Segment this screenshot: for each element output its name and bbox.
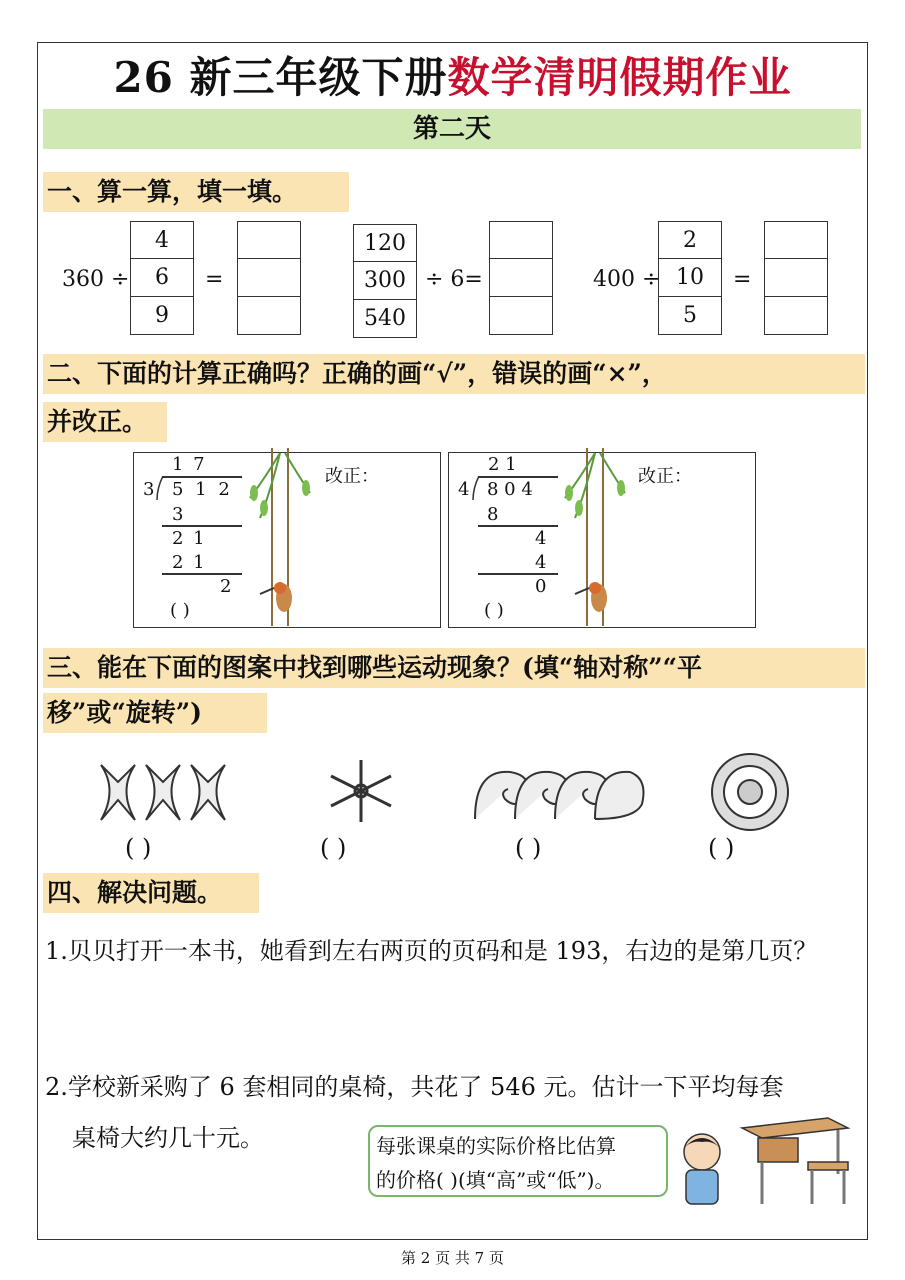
- answer-box[interactable]: [237, 259, 301, 297]
- left-step3: 2 1: [172, 552, 207, 573]
- q1-g3-prefix: 400 ÷: [593, 267, 661, 292]
- left-dividend: 5 1 2: [172, 479, 233, 500]
- wave-pattern-icon: [470, 764, 648, 826]
- problem-2-line1: 2.学校新采购了 6 套相同的桌椅，共花了 546 元。估计一下平均每套: [45, 1073, 784, 1101]
- answer-box[interactable]: [764, 259, 828, 297]
- desk-chair-illustration-icon: [738, 1114, 858, 1208]
- q1-g2-value: 540: [353, 300, 417, 338]
- page-title: [0, 45, 905, 105]
- left-divisor: 3: [143, 479, 155, 500]
- answer-box[interactable]: [237, 297, 301, 335]
- section-1-heading: 一、算一算，填一填。: [43, 172, 349, 212]
- right-bracket: [471, 476, 483, 500]
- answer-box[interactable]: [489, 221, 553, 259]
- left-correct-label: 改正：: [325, 466, 379, 487]
- answer-box[interactable]: [237, 221, 301, 259]
- answer-box[interactable]: [489, 297, 553, 335]
- right-paren[interactable]: ( ): [484, 600, 504, 621]
- q1-g1-equals: =: [205, 267, 224, 292]
- right-line2: [478, 573, 558, 575]
- q1-g2-dividends: [353, 224, 417, 338]
- q1-g3-value: 10: [658, 259, 722, 297]
- answer-paren[interactable]: ( ): [125, 834, 152, 862]
- right-step3: 4: [535, 552, 547, 573]
- q1-g1-value: 6: [130, 259, 194, 297]
- title-black: 26 新三年级下册: [113, 53, 448, 102]
- q1-g2-value: 300: [353, 262, 417, 300]
- page-footer: 第 2 页 共 7 页: [401, 1249, 504, 1267]
- left-paren[interactable]: ( ): [170, 600, 190, 621]
- q1-g2-answers[interactable]: [489, 221, 553, 335]
- left-remainder: 2: [220, 576, 232, 597]
- section-2-heading-line2: 并改正。: [43, 402, 167, 442]
- section-3-heading-line1: 三、能在下面的图案中找到哪些运动现象？(填“轴对称”“平: [43, 648, 865, 688]
- left-division-bar: [162, 476, 242, 478]
- day-banner: 第二天: [43, 109, 861, 149]
- answer-box[interactable]: [764, 221, 828, 259]
- q1-g1-value: 4: [130, 221, 194, 259]
- snowflake-icon: [323, 756, 399, 826]
- q1-g1-value: 9: [130, 297, 194, 335]
- right-divisor: 4: [458, 479, 470, 500]
- left-line1: [162, 525, 242, 527]
- q1-g2-suffix: ÷ 6=: [425, 267, 483, 292]
- right-division-bar: [478, 476, 558, 478]
- q1-g2-value: 120: [353, 224, 417, 262]
- hint-line2: 的价格( )(填“高”或“低”)。: [376, 1168, 615, 1192]
- q1-g3-equals: =: [733, 267, 752, 292]
- q1-g1-prefix: 360 ÷: [62, 267, 130, 292]
- title-red: 数学清明假期作业: [447, 53, 792, 102]
- right-line1: [478, 525, 558, 527]
- q1-g1-divisors: [130, 221, 194, 335]
- left-quotient: 1 7: [172, 454, 207, 475]
- q1-g3-value: 5: [658, 297, 722, 335]
- right-step2: 4: [535, 528, 547, 549]
- flower-pattern-icon: [708, 750, 792, 834]
- answer-paren[interactable]: ( ): [320, 834, 347, 862]
- willow-bird-decoration-right: [555, 448, 635, 628]
- answer-box[interactable]: [764, 297, 828, 335]
- right-dividend: 8 0 4: [487, 479, 533, 500]
- hint-line1: 每张课桌的实际价格比估算: [376, 1134, 616, 1158]
- q1-g3-answers[interactable]: [764, 221, 828, 335]
- left-step1: 3: [172, 504, 184, 525]
- right-quotient: 2 1: [488, 454, 517, 475]
- left-step2: 2 1: [172, 528, 207, 549]
- right-step1: 8: [487, 504, 499, 525]
- left-bracket: [155, 476, 167, 500]
- hint-speech-bubble: [368, 1125, 668, 1197]
- butterfly-pattern-icon: [96, 760, 236, 824]
- section-2-heading-line1: 二、下面的计算正确吗？正确的画“√”，错误的画“×”，: [43, 354, 865, 394]
- right-remainder: 0: [535, 576, 547, 597]
- right-correct-label: 改正：: [638, 466, 692, 487]
- q1-g3-divisors: [658, 221, 722, 335]
- section-4-heading: 四、解决问题。: [43, 873, 259, 913]
- boy-illustration-icon: [668, 1128, 730, 1208]
- answer-paren[interactable]: ( ): [515, 834, 542, 862]
- section-3-heading-line2: 移”或“旋转”): [43, 693, 267, 733]
- q1-g3-value: 2: [658, 221, 722, 259]
- q1-g1-answers[interactable]: [237, 221, 301, 335]
- problem-1-text: 1.贝贝打开一本书，她看到左右两页的页码和是 193，右边的是第几页？: [45, 937, 818, 965]
- left-line2: [162, 573, 242, 575]
- answer-box[interactable]: [489, 259, 553, 297]
- problem-2-line2: 桌椅大约几十元。: [72, 1124, 264, 1152]
- willow-bird-decoration-left: [240, 448, 320, 628]
- answer-paren[interactable]: ( ): [708, 834, 735, 862]
